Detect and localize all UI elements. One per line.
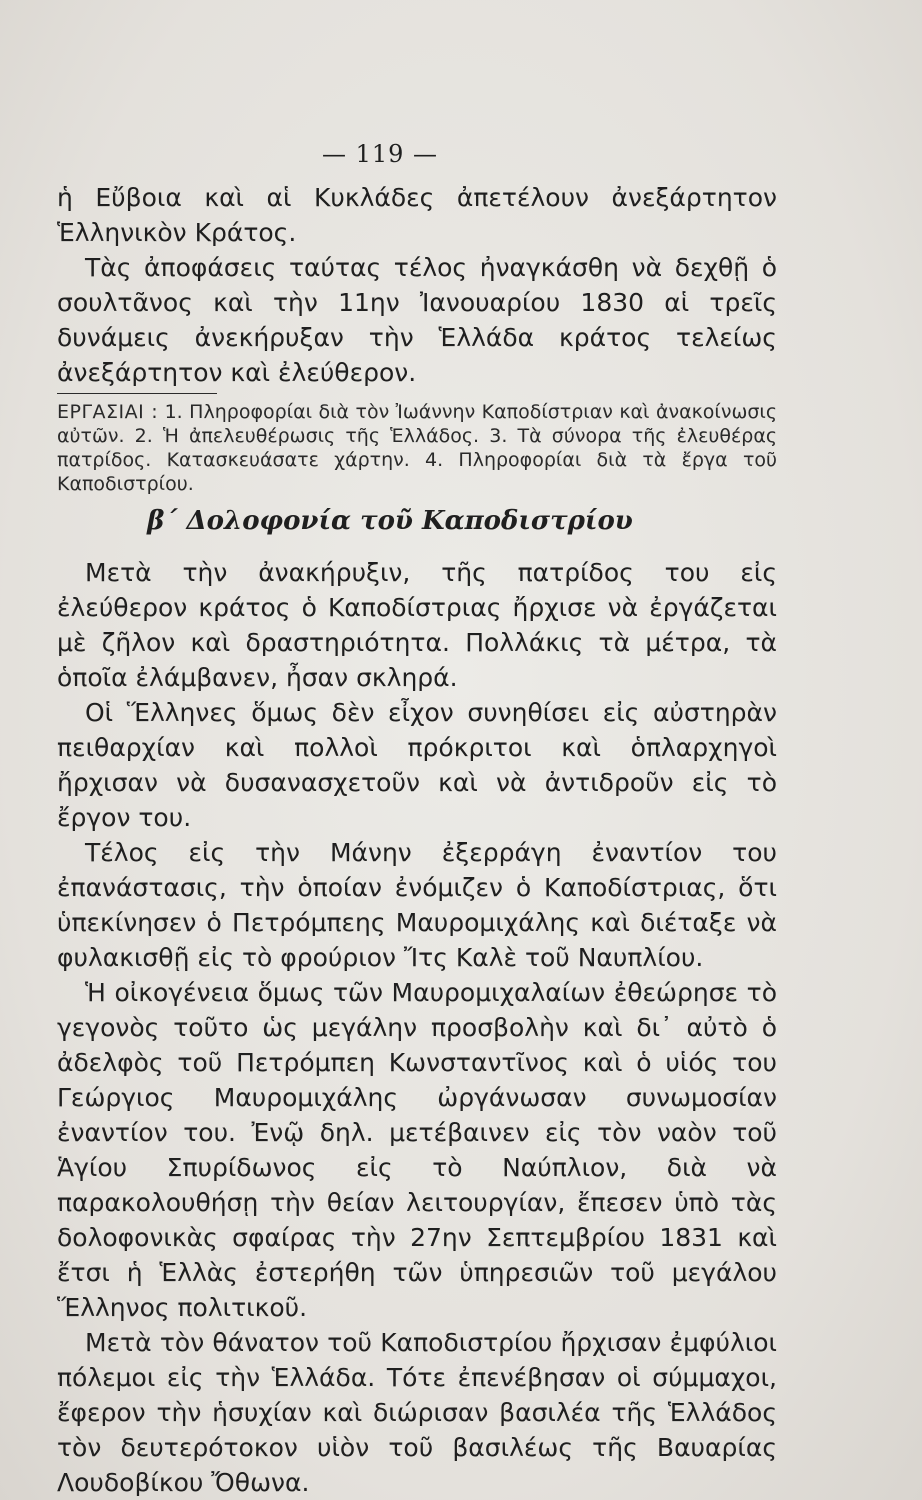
page-number: — 119 — — [321, 140, 439, 168]
body-paragraph-4: Ἡ οἰκογένεια ὅμως τῶν Μαυρομιχαλαίων ἐθεώρησε τὸ γεγονὸς τοῦτο ὡς μεγάλην προσβολὴν καὶ δι᾽ αὐτὸ ὁ ἀδελφὸς τοῦ Πετρόμπεη Κωνσταντῖνος καὶ ὁ υἱός του Γεώργιος Μαυρομιχάλης ὠργάνωσαν συνωμοσίαν ἐναντίον του. Ἐνῷ δηλ. μετέβαινεν εἰς τὸν ναὸν τοῦ Ἁγίου Σπυρίδωνος εἰς τὸ Ναύπλιον, διὰ νὰ παρακολουθήσῃ τὴν θείαν λειτουργίαν, ἔπεσεν ὑπὸ τὰς δολοφονικὰς σφαίρας τὴν 27ην Σεπτεμβρίου 1831 καὶ ἔτσι ἡ Ἑλλὰς ἐστερήθη τῶν ὑπηρεσιῶν τοῦ μεγάλου Ἕλληνος πολιτικοῦ. — [57, 978, 777, 1322]
section-divider — [57, 393, 217, 394]
body-paragraph-3: Τέλος εἰς τὴν Μάνην ἐξερράγη ἐναντίον του ἐπανάστασις, τὴν ὁποίαν ἐνόμιζεν ὁ Καποδίστριας, ὅτι ὑπεκίνησεν ὁ Πετρόμπεης Μαυρομιχάλης καὶ διέταξε νὰ φυλακισθῇ εἰς τὸ φρούριον Ἴτς Καλὲ τοῦ Ναυπλίου. — [57, 838, 777, 972]
exercises-text: 1. Πληροφορίαι διὰ τὸν Ἰωάννην Καποδίστριαν καὶ ἀνακοίνωσις αὐτῶν. 2. Ἡ ἀπελευθέρωσις τῆς Ἑλλάδος. 3. Τὰ σύνορα τῆς ἐλευθέρας πατρίδος. Κατασκευάσατε χάρτην. 4. Πληροφορίαι διὰ τὰ ἔργα τοῦ Καποδιστρίου. — [57, 401, 777, 495]
exercises-block — [57, 400, 777, 496]
intro-text — [57, 180, 777, 390]
body-paragraph-2: Οἱ Ἕλληνες ὅμως δὲν εἶχον συνηθίσει εἰς αὐστηρὰν πειθαρχίαν καὶ πολλοὶ πρόκριτοι καὶ ὁπλαρχηγοὶ ἤρχισαν νὰ δυσανασχετοῦν καὶ νὰ ἀντιδροῦν εἰς τὸ ἔργον του. — [57, 698, 777, 832]
section-body — [57, 555, 777, 1500]
intro-paragraph-2: Τὰς ἀποφάσεις ταύτας τέλος ἠναγκάσθη νὰ δεχθῇ ὁ σουλτᾶνος καὶ τὴν 11ην Ἰανουαρίου 1830 αἱ τρεῖς δυνάμεις ἀνεκήρυξαν τὴν Ἑλλάδα κράτος τελείως ἀνεξάρτητον καὶ ἐλεύθερον. — [57, 253, 777, 387]
intro-paragraph-1: ἡ Εὔβοια καὶ αἱ Κυκλάδες ἀπετέλουν ἀνεξάρτητον Ἑλληνικὸν Κράτος. — [57, 183, 777, 247]
exercises-label: ΕΡΓΑΣΙΑΙ : — [57, 401, 159, 423]
section-heading: β΄ Δολοφονία τοῦ Καποδιστρίου — [147, 506, 633, 536]
body-paragraph-1: Μετὰ τὴν ἀνακήρυξιν, τῆς πατρίδος του εἰς ἐλεύθερον κράτος ὁ Καποδίστριας ἤρχισε νὰ ἐργάζεται μὲ ζῆλον καὶ δραστηριότητα. Πολλάκις τὰ μέτρα, τὰ ὁποῖα ἐλάμβανεν, ἦσαν σκληρά. — [57, 558, 777, 692]
body-paragraph-5: Μετὰ τὸν θάνατον τοῦ Καποδιστρίου ἤρχισαν ἐμφύλιοι πόλεμοι εἰς τὴν Ἑλλάδα. Τότε ἐπενέβησαν οἱ σύμμαχοι, ἔφερον τὴν ἡσυχίαν καὶ διώρισαν βασιλέα τῆς Ἑλλάδος τὸν δευτερότοκον υἱὸν τοῦ βασιλέως τῆς Βαυαρίας Λουδοβίκου Ὄθωνα. — [57, 1328, 777, 1497]
